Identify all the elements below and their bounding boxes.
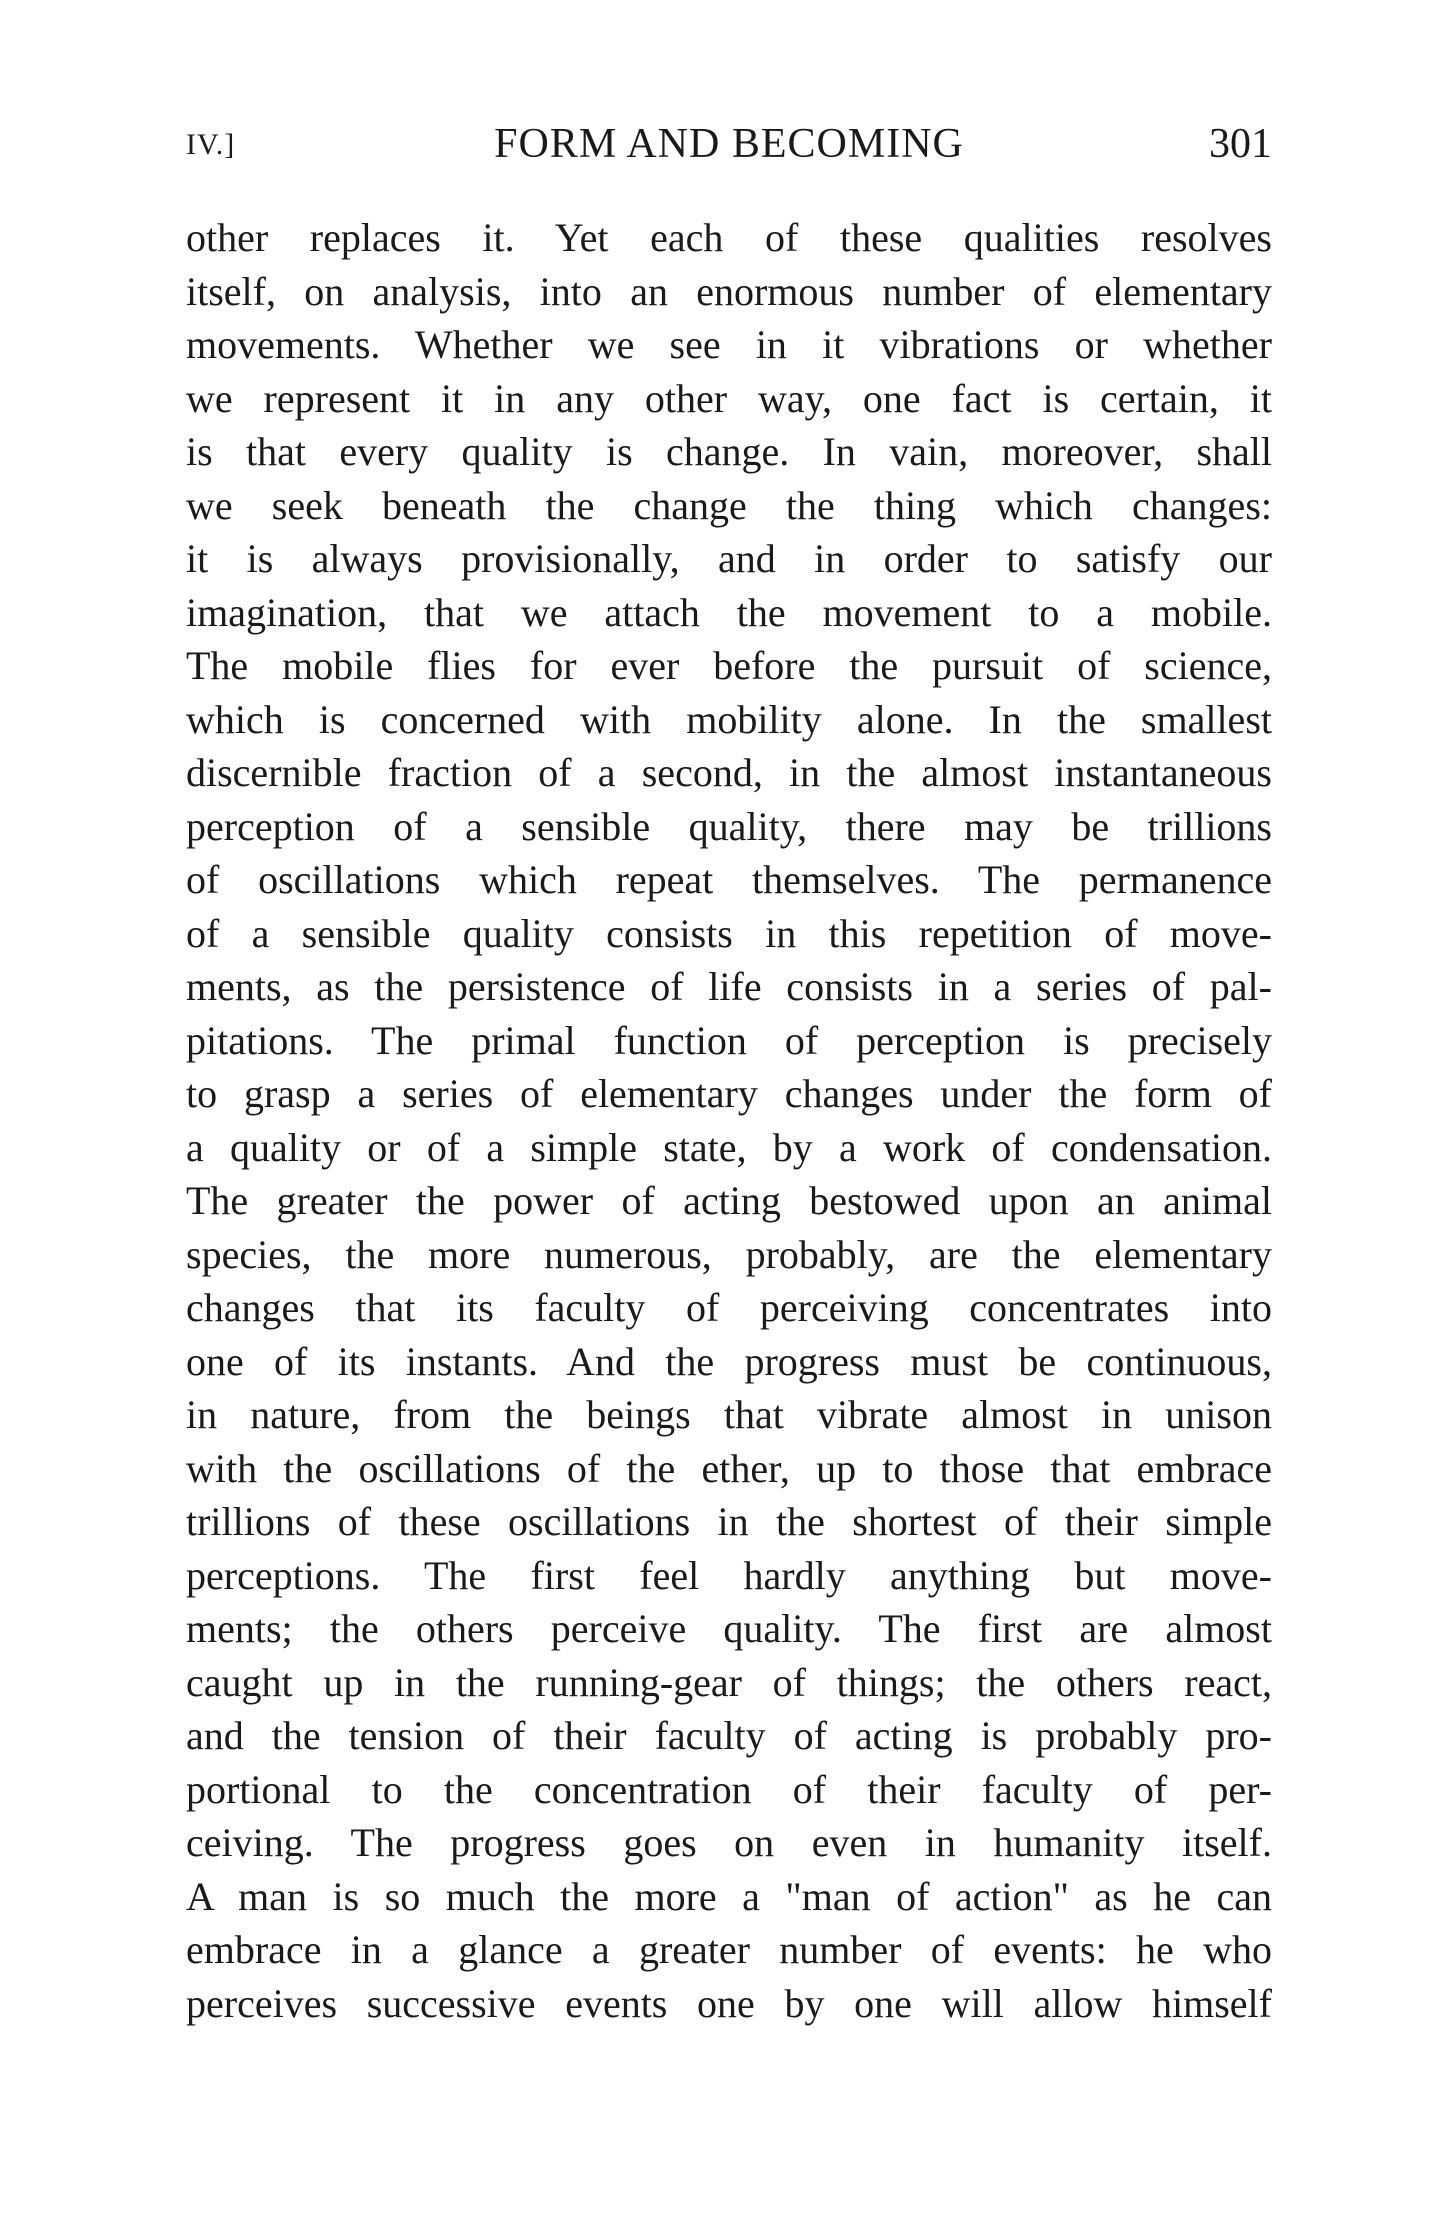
text-line: we represent it in any other way, one fact is certain, it bbox=[186, 375, 1272, 421]
text-line: other replaces it. Yet each of these qualities resolves bbox=[186, 215, 1272, 260]
text-line: with the oscillations of the ether, up to those that embrace bbox=[186, 1445, 1272, 1491]
text-line: itself, on analysis, into an enormous number of elementary bbox=[186, 268, 1272, 314]
text-line: ments; the others perceive quality. The first are almost bbox=[186, 1606, 1272, 1651]
page-title: FORM AND BECOMING bbox=[494, 121, 964, 167]
text-line: species, the more numerous, probably, are the elementary bbox=[186, 1231, 1272, 1277]
text-line: changes that its faculty of perceiving concentrates into bbox=[186, 1285, 1272, 1330]
text-line: a quality or of a simple state, by a work of condensation. bbox=[186, 1124, 1272, 1170]
text-line: perception of a sensible quality, there may be trillions bbox=[186, 803, 1272, 849]
running-head bbox=[186, 120, 1272, 180]
page-number: 301 bbox=[1209, 121, 1272, 167]
body-text bbox=[186, 211, 1272, 2030]
text-line: The mobile flies for ever before the pursuit of science, bbox=[186, 643, 1272, 688]
text-line: which is concerned with mobility alone. In the smallest bbox=[186, 696, 1272, 742]
text-line: perceptions. The first feel hardly anything but move- bbox=[186, 1552, 1272, 1598]
text-line: is that every quality is change. In vain, moreover, shall bbox=[186, 429, 1272, 474]
text-line: of a sensible quality consists in this repetition of move- bbox=[186, 910, 1272, 956]
text-line: we seek beneath the change the thing which changes: bbox=[186, 482, 1272, 528]
text-line: to grasp a series of elementary changes under the form of bbox=[186, 1071, 1272, 1116]
text-line: A man is so much the more a "man of action" as he can bbox=[186, 1873, 1272, 1919]
text-line: of oscillations which repeat themselves. The permanence bbox=[186, 857, 1272, 902]
text-line: trillions of these oscillations in the shortest of their simple bbox=[186, 1499, 1272, 1544]
text-line: and the tension of their faculty of acting is probably pro- bbox=[186, 1713, 1272, 1758]
chapter-marker: IV.] bbox=[186, 128, 236, 161]
text-line: portional to the concentration of their faculty of per- bbox=[186, 1766, 1272, 1812]
text-line: it is always provisionally, and in order to satisfy our bbox=[186, 536, 1272, 581]
text-line: imagination, that we attach the movement to a mobile. bbox=[186, 589, 1272, 635]
text-line: in nature, from the beings that vibrate almost in unison bbox=[186, 1392, 1272, 1437]
text-line: embrace in a glance a greater number of events: he who bbox=[186, 1927, 1272, 1972]
text-line: caught up in the running-gear of things; the others react, bbox=[186, 1659, 1272, 1705]
text-line: one of its instants. And the progress must be continuous, bbox=[186, 1338, 1272, 1384]
text-line: ceiving. The progress goes on even in humanity itself. bbox=[186, 1820, 1272, 1865]
text-line: ments, as the persistence of life consists in a series of pal- bbox=[186, 964, 1272, 1009]
text-line: perceives successive events one by one will allow himself bbox=[186, 1980, 1272, 2026]
text-line: movements. Whether we see in it vibrations or whether bbox=[186, 322, 1272, 367]
text-line: The greater the power of acting bestowed upon an animal bbox=[186, 1178, 1272, 1223]
text-line: pitations. The primal function of perception is precisely bbox=[186, 1017, 1272, 1063]
text-line: discernible fraction of a second, in the almost instantaneous bbox=[186, 750, 1272, 795]
